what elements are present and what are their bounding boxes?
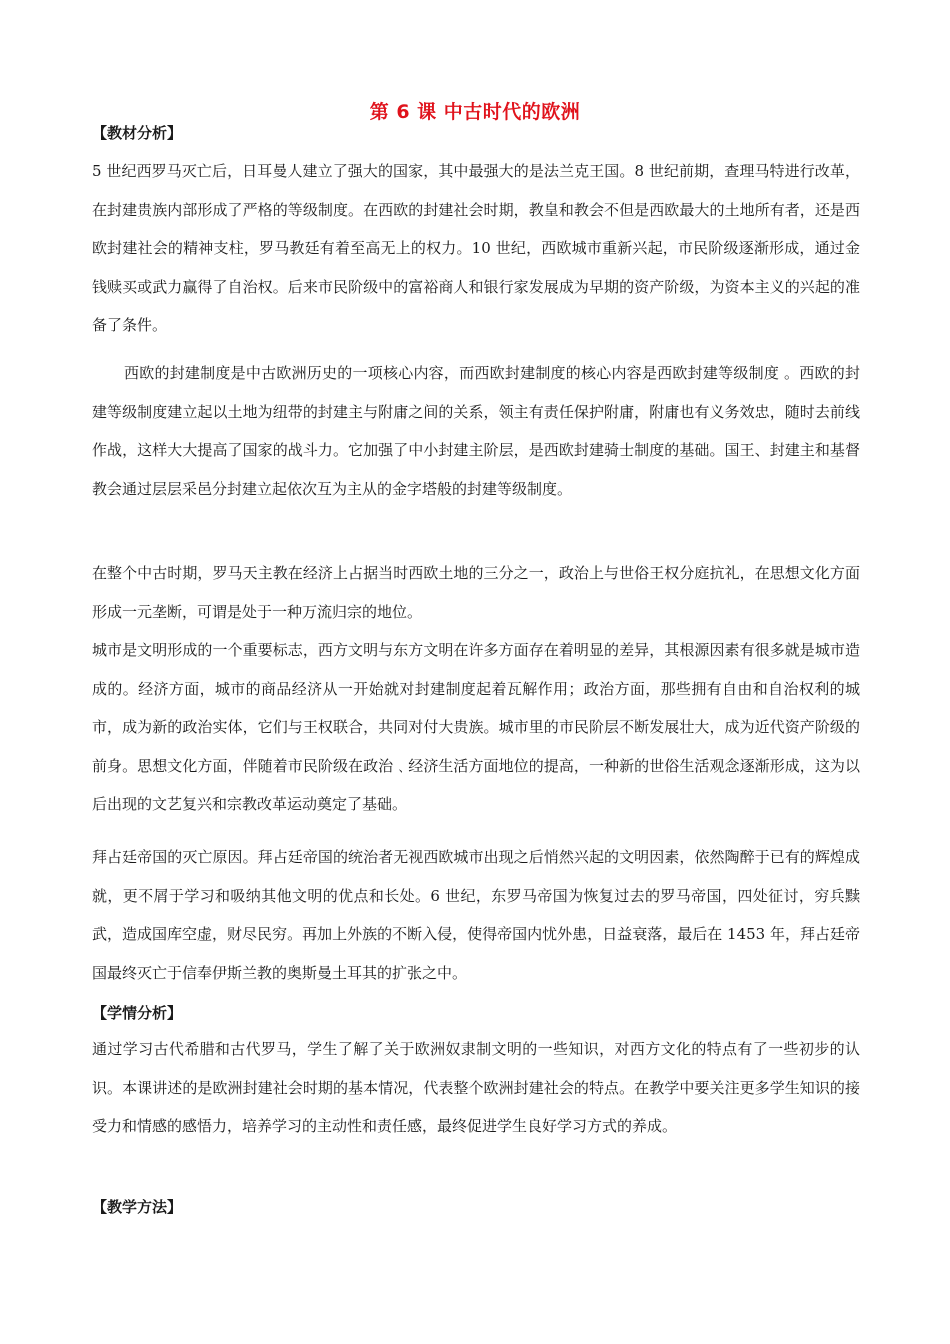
paragraph-student-1: 通过学习古代希腊和古代罗马，学生了解了关于欧洲奴隶制文明的一些知识，对西方文化的特点有了一些初步的认识。本课讲述的是欧洲封建社会时期的基本情况，代表整个欧洲封建社会的特点。在教学中要关注更多学生知识的接受力和情感的感悟力，培养学习的主动性和责任感，最终促进学生良好学习方式的养成。 — [92, 1040, 860, 1135]
paragraph-textbook-4: 城市是文明形成的一个重要标志，西方文明与东方文明在许多方面存在着明显的差异，其根源因素有很多就是城市造成的。经济方面，城市的商品经济从一开始就对封建制度起着瓦解作用；政治方面，那些拥有自由和自治权利的城市，成为新的政治实体，它们与王权联合，共同对付大贵族。城市里的市民阶层不断发展壮大，成为近代资产阶级的前身。思想文化方面，伴随着市民阶级在政治﹑经济生活方面地位的提高，一种新的世俗生活观念逐渐形成，这为以后出现的文艺复兴和宗教改革运动奠定了基础。 — [92, 641, 860, 813]
paragraph-textbook-2: 西欧的封建制度是中古欧洲历史的一项核心内容，而西欧封建制度的核心内容是西欧封建等级制度 。西欧的封建等级制度建立起以土地为纽带的封建主与附庸之间的关系，领主有责任保护附庸，附庸也有义务效忠，随时去前线作战，这样大大提高了国家的战斗力。它加强了中小封建主阶层，是西欧封建骑士制度的基础。国王、封建主和基督教会通过层层采邑分封建立起依次互为主从的金字塔般的封建等级制度。 — [92, 364, 860, 498]
heading-teaching-method: 【教学方法】 — [92, 1198, 183, 1216]
paragraph-textbook-3: 在整个中古时期，罗马天主教在经济上占据当时西欧土地的三分之一，政治上与世俗王权分庭抗礼，在思想文化方面形成一元垄断，可谓是处于一种万流归宗的地位。 — [92, 564, 860, 621]
heading-student-analysis: 【学情分析】 — [92, 1004, 183, 1022]
lesson-title: 第 6 课 中古时代的欧洲 — [369, 101, 581, 123]
paragraph-textbook-5: 拜占廷帝国的灭亡原因。拜占廷帝国的统治者无视西欧城市出现之后悄然兴起的文明因素，依然陶醉于已有的辉煌成就，更不屑于学习和吸纳其他文明的优点和长处。6 世纪，东罗马帝国为恢复过去的罗马帝国，四处征讨，穷兵黩武，造成国库空虚，财尽民穷。再加上外族的不断入侵，使得帝国内忧外患，日益衰落，最后在 1453 年，拜占廷帝国最终灭亡于信奉伊斯兰教的奥斯曼土耳其的扩张之中。 — [92, 848, 860, 982]
heading-textbook-analysis: 【教材分析】 — [92, 124, 183, 142]
paragraph-textbook-1: 5 世纪西罗马灭亡后，日耳曼人建立了强大的国家，其中最强大的是法兰克王国。8 世纪前期，查理马特进行改革，在封建贵族内部形成了严格的等级制度。在西欧的封建社会时期，教皇和教会不但是西欧最大的土地所有者，还是西欧封建社会的精神支柱，罗马教廷有着至高无上的权力。10 世纪，西欧城市重新兴起，市民阶级逐渐形成，通过金钱赎买或武力赢得了自治权。后来市民阶级中的富裕商人和银行家发展成为早期的资产阶级，为资本主义的兴起的准备了条件。 — [92, 162, 860, 334]
